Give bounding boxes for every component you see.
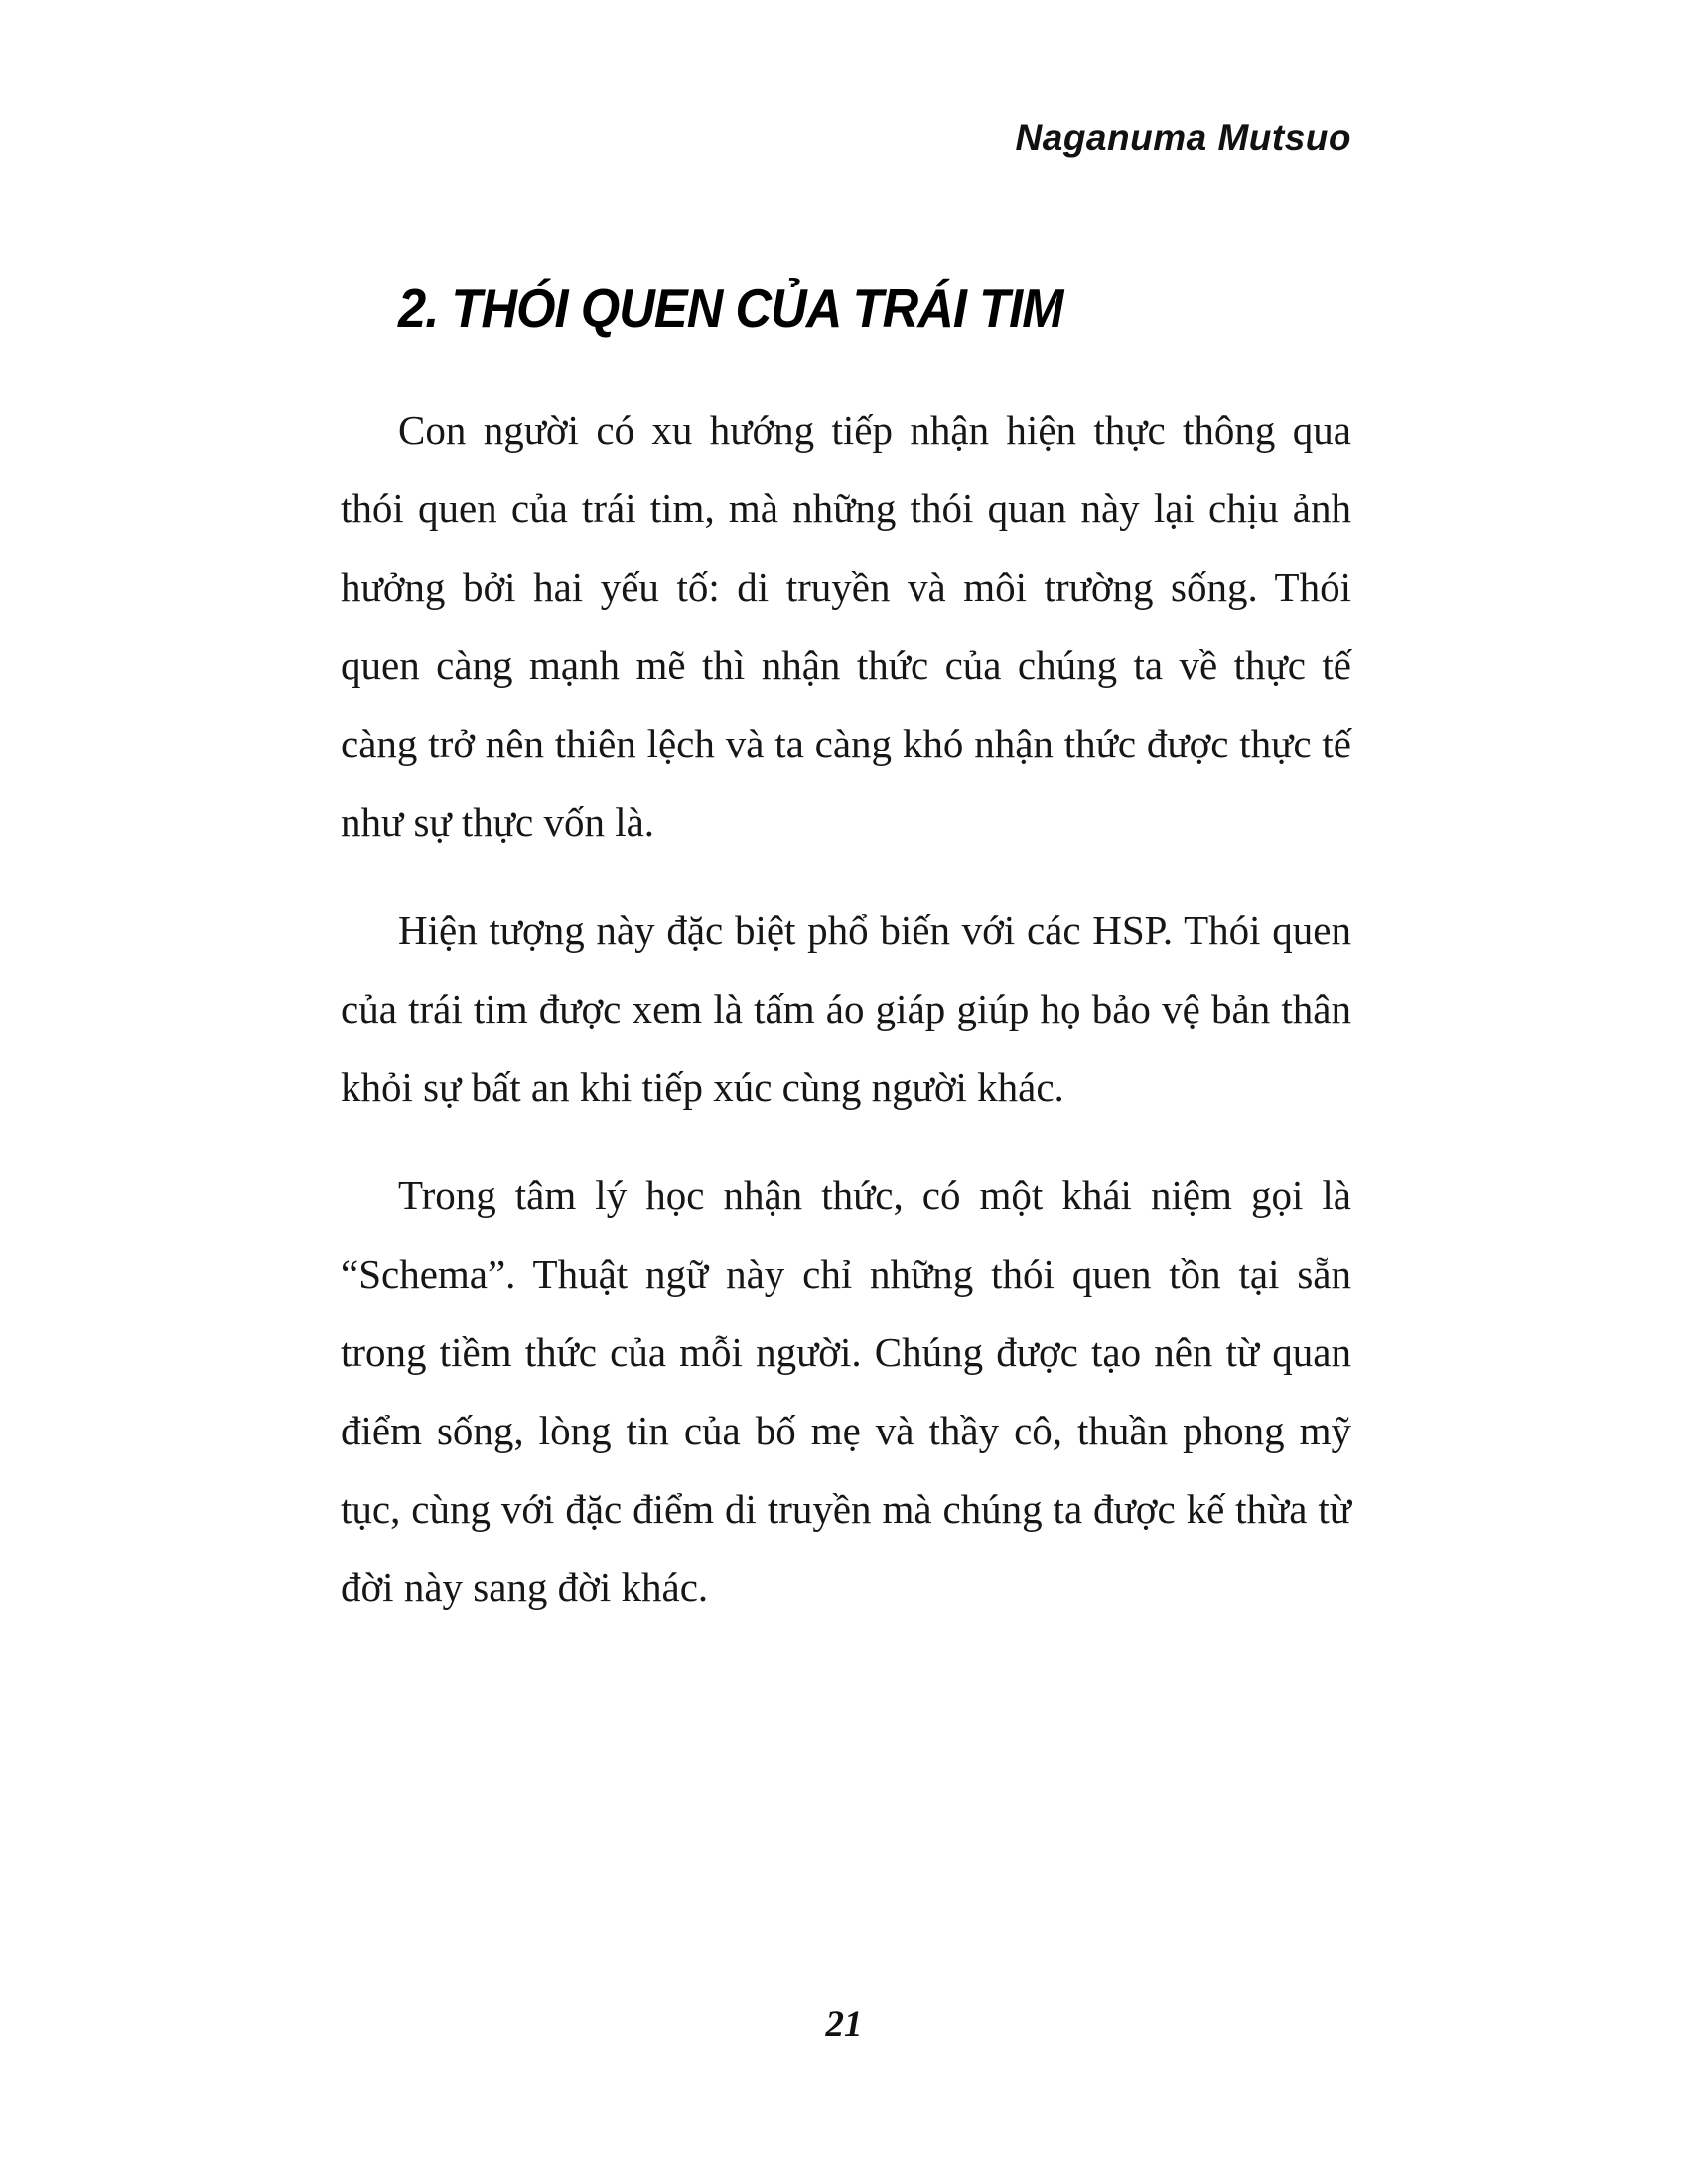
paragraph-3: Trong tâm lý học nhận thức, có một khái niệm gọi là “Schema”. Thuật ngữ này chỉ những thói quen tồn tại sẵn trong tiềm thức của mỗi người. Chúng được tạo nên từ quan điểm sống, lòng tin của bố mẹ và thầy cô, thuần phong mỹ tục, cùng với đặc điểm di truyền mà chúng ta được kế thừa từ đời này sang đời khác. xyxy=(341,1172,1351,1610)
page-number: 21 xyxy=(825,2004,863,2045)
body-text xyxy=(341,391,1351,1627)
paragraph-1: Con người có xu hướng tiếp nhận hiện thực thông qua thói quen của trái tim, mà những thói quan này lại chịu ảnh hưởng bởi hai yếu tố: di truyền và môi trường sống. Thói quen càng mạnh mẽ thì nhận thức của chúng ta về thực tế càng trở nên thiên lệch và ta càng khó nhận thức được thực tế như sự thực vốn là. xyxy=(341,407,1351,845)
paragraph-2: Hiện tượng này đặc biệt phổ biến với các HSP. Thói quen của trái tim được xem là tấm áo giáp giúp họ bảo vệ bản thân khỏi sự bất an khi tiếp xúc cùng người khác. xyxy=(341,907,1351,1110)
text-column xyxy=(341,0,1351,1627)
running-header: Naganuma Mutsuo xyxy=(1015,117,1351,158)
section-heading: 2. THÓI QUEN CỦA TRÁI TIM xyxy=(398,277,1063,339)
